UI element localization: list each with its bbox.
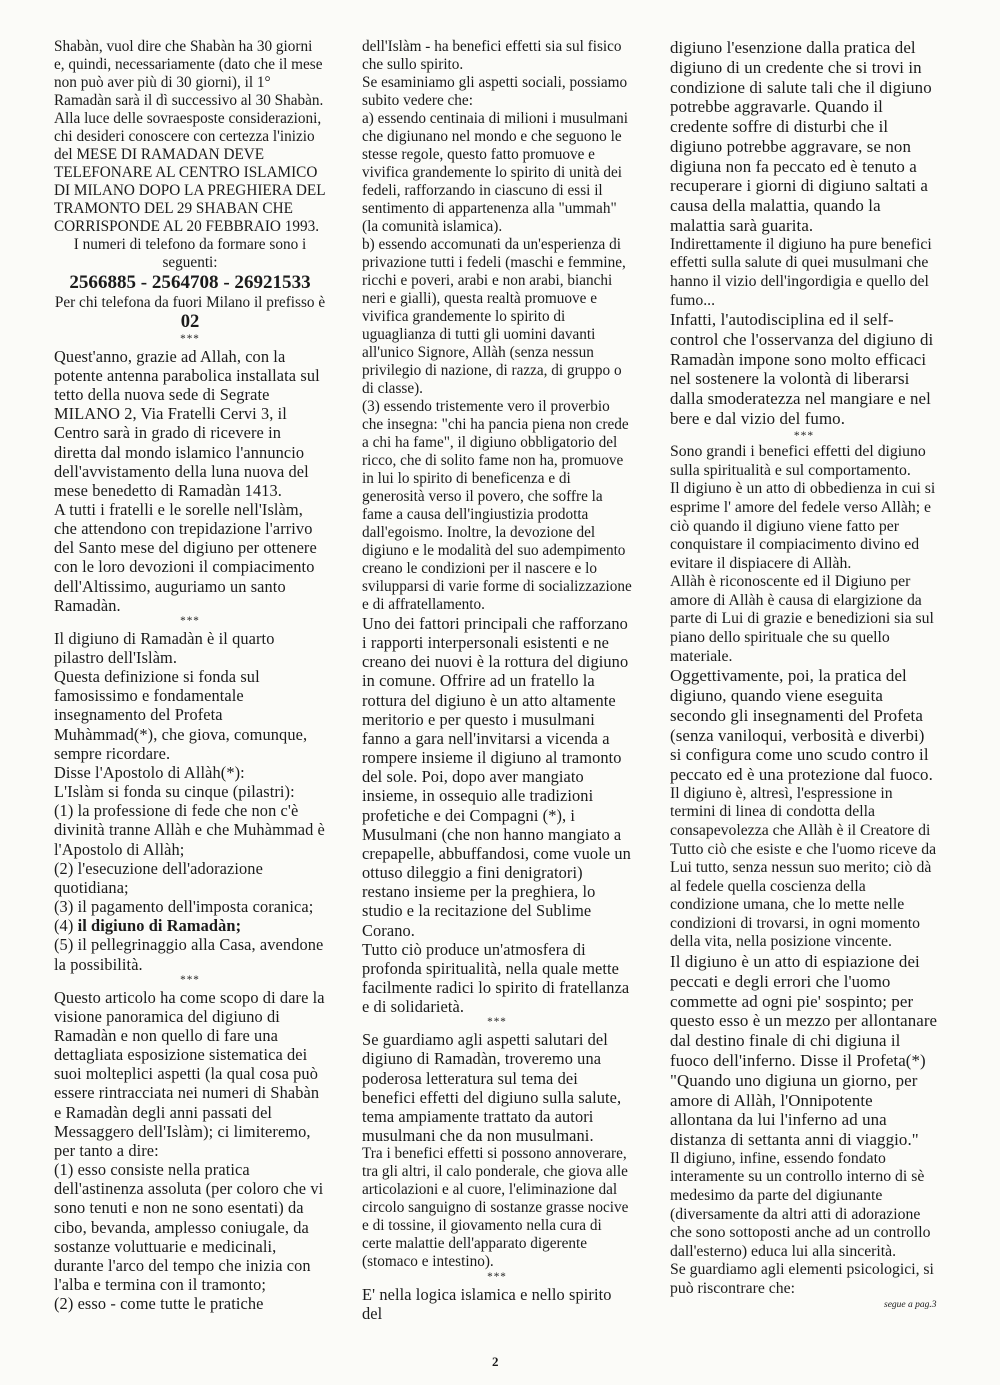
section-separator: *** xyxy=(487,1271,507,1284)
paragraph: (3) essendo tristemente vero il proverbio che insegna: "chi ha pancia piena non crede a chi ha fame", il digiuno obbligatorio del ricco, che di solito fame non ha, promuove in lui lo spirito di beneficenza e di generosità verso il povero, che soffre la fame a causa dell'ingiustizia prodotta dall'egoismo. Inoltre, la devozione del digiuno e le modalità del suo adempimento creano le condizioni per il nascere e lo svilupparsi di varie forme di socializzazione e di affratellamento. xyxy=(362,398,632,613)
section-separator: *** xyxy=(180,614,200,627)
paragraph: Tutto ciò produce un'atmosfera di profonda spiritualità, nella quale mette facilmente radici lo spirito di fratellanza e di solidarietà. xyxy=(362,939,630,1017)
list-prefix: (4) xyxy=(54,916,78,936)
column-1 xyxy=(54,38,326,1313)
paragraph: Il digiuno è un atto di espiazione dei peccati e degli errori che l'uomo commette ad ogni pie' sospinto; per questo esso è un mezzo per allontanare dal destino finale di chi digiuna il fuoco dell'inferno. Disse il Profeta(*) "Quando uno digiuna un giorno, per amore di Allàh, l'Onnipotente allontana da lui l'inferno ad una distanza di settanta anni di viaggio." xyxy=(670,952,938,1150)
paragraph: (1) la professione di fede che non c'è divinità tranne Allàh e che Muhàmmad è l'Apostolo di Allàh; xyxy=(54,801,325,859)
paragraph: Se esaminiamo gli aspetti sociali, possiamo subito vedere che: xyxy=(362,74,628,109)
paragraph: Infatti, l'autodisciplina ed il self-control che l'osservanza del digiuno di Ramadàn impone sono molto efficaci nel sostenere la volontà di liberarsi dalla smoderatezza nel mangiare e nel bere e dal vizio del fumo. xyxy=(670,310,934,429)
paragraph: digiuno l'esenzione dalla pratica del digiuno di un credente che si trovi in condizione di salute tali che il digiuno potrebbe aggravarle. Quando il credente soffre di disturbi che il digiuno potrebbe aggravare, se non digiuna non fa peccato ed è tenuto a recuperare i giorni di digiuno saltati a causa della malattia, quando la malattia sarà guarita. xyxy=(670,38,932,236)
section-separator: *** xyxy=(793,429,815,442)
paragraph: Alla luce delle sovraesposte considerazioni, chi desideri conoscere con certezza l'inizio del MESE DI RAMADAN DEVE TELEFONARE AL CENTRO ISLAMICO DI MILANO DOPO LA PREGHIERA DEL TRAMONTO DEL 29 SHABAN CHE CORRISPONDE AL 20 FEBBRAIO 1993. xyxy=(54,110,325,235)
paragraph: Questa definizione si fonda sul famosissimo e fondamentale insegnamento del Profeta Muhàmmad(*), che giova, comunque, sempre ricordare. xyxy=(54,667,308,763)
paragraph: L'Islàm si fonda su cinque (pilastri): xyxy=(54,782,295,802)
paragraph: Il digiuno è un atto di obbedienza in cui si esprime l' amore del fedele verso Allàh; e ciò quando il digiuno viene fatto per conquistare il compiacimento divino ed evitare il dispiacere di Allàh. xyxy=(670,480,936,572)
paragraph: (2) esso - come tutte le pratiche xyxy=(54,1294,264,1314)
paragraph: Sono grandi i benefici effetti del digiuno sulla spiritualità e sul comportamento. xyxy=(670,443,926,479)
paragraph: b) essendo accomunati da un'esperienza di privazione tutti i fedeli (maschi e femmine, ricchi e poveri, arabi e non arabi, bianchi neri e gialli), questa realtà promuove e vivifica grandemente lo spirito di uguaglianza di tutti gli uomini davanti all'unico Signore, Allàh (senza nessun privilegio di nazione, di razza, di gruppo o di classe). xyxy=(362,236,626,397)
page-number: 2 xyxy=(492,1354,499,1369)
paragraph: Il digiuno, infine, essendo fondato interamente su un controllo interno di sè medesimo da parte del digiunante (diversamente da altri atti di adorazione che sono sottoposti anche ad un controllo dall'esterno) educa lui alla sincerità. xyxy=(670,1149,931,1260)
paragraph: Oggettivamente, poi, la pratica del digiuno, quando viene eseguita secondo gli insegnamenti del Profeta (senza vaniloqui, verbosità e diverbi) si configura come uno scudo contro il peccato ed è una protezione dal fuoco. xyxy=(670,666,933,785)
paragraph: Se guardiamo agli aspetti salutari del digiuno di Ramadàn, troveremo una poderosa letteratura sul tema dei benefici effetti del digiuno sulla salute, tema ampiamente trattato da autori musulmani che da non musulmani. xyxy=(362,1030,622,1146)
paragraph: dell'Islàm - ha benefici effetti sia sul fisico che sullo spirito. xyxy=(362,38,622,73)
paragraph: Uno dei fattori principali che rafforzano i rapporti interpersonali esistenti e ne creano dei nuovi è la rottura del digiuno in comune. Offrire ad un fratello la rottura del digiuno è un atto altamente meritorio e per questo i musulmani fanno a gara nell'invitarsi a vicenda a rompere insieme il digiuno al tramonto del sole. Poi, dopo aver mangiato insieme, in ossequio alle tradizioni profetiche e dei Compagni (*), i Musulmani (che non hanno mangiato a crepapelle, abbuffandosi, come vuole un ottuso dileggio a fini denigratori) restano insieme per la preghiera, lo studio e la recitazione del Sublime Corano. xyxy=(362,614,631,940)
paragraph: Questo articolo ha come scopo di dare la visione panoramica del digiuno di Ramadàn e non quello di fare una dettagliata esposizione sistematica dei suoi molteplici aspetti (la qual cosa può essere rintracciata nei numeri di Shabàn e Ramadàn degli anni passati del Messaggero dell'Islàm); ci limiteremo, per tanto a dire: xyxy=(54,987,325,1160)
paragraph: a) essendo centinaia di milioni i musulmani che digiunano nel mondo e che seguono le stesse regole, questo fatto promuove e vivifica grandemente lo spirito di unità dei fedeli, rafforzando in ciascuno di essi il sentimento di appartenenza alla "ummah" (la comunità islamica). xyxy=(362,110,628,235)
paragraph xyxy=(54,916,326,935)
paragraph: Il digiuno è, altresì, l'espressione in termini di linea di condotta della consapevolezza che Allàh è il Creatore di Tutto ciò che esiste e che l'uomo riceve da Lui tutto, senza nessun suo merito; ciò dà al fedele quella coscienza della condizione umana, che lo mette nelle condizioni di trovarsi, in ogni momento della vita, nella posizione vincente. xyxy=(670,784,937,951)
column-2 xyxy=(362,38,632,1323)
paragraph: Allàh è riconoscente ed il Digiuno per amore di Allàh è causa di elargizione da parte di Lui di grazie e benedizioni sia sul piano dello spirituale che su quello materiale. xyxy=(670,573,934,665)
highlighted-pillar: il digiuno di Ramadàn; xyxy=(77,916,242,936)
continued-on-page-note: segue a pag.3 xyxy=(884,1300,937,1310)
paragraph: (3) il pagamento dell'imposta coranica; xyxy=(54,897,314,917)
phone-prefix: 02 xyxy=(180,311,200,333)
paragraph: Quest'anno, grazie ad Allah, con la potente antenna parabolica installata sul tetto della nuova sede di Segrate MILANO 2, Via Fratelli Cervi 3, il Centro sarà in grado di ricevere in diretta dal mondo islamico l'annuncio dell'avvistamento della luna nuova del mese benedetto di Ramadàn 1413. xyxy=(54,346,320,500)
section-separator: *** xyxy=(487,1016,507,1029)
paragraph: Disse l'Apostolo di Allàh(*): xyxy=(54,762,245,782)
paragraph: E' nella logica islamica e nello spirito del xyxy=(362,1285,612,1324)
column-3 xyxy=(670,38,938,1298)
paragraph: Shabàn, vuol dire che Shabàn ha 30 giorni e, quindi, necessariamente (dato che il mese non può aver più di 30 giorni), il 1° Ramadàn sarà il dì successivo al 30 Shabàn. xyxy=(54,38,324,109)
paragraph: (5) il pellegrinaggio alla Casa, avendone la possibilità. xyxy=(54,935,324,974)
paragraph: A tutti i fratelli e le sorelle nell'Islàm, che attendono con trepidazione l'arrivo del Santo mese del digiuno per ottenere con le loro devozioni il compiacimento dell'Altissimo, auguriamo un santo Ramadàn. xyxy=(54,499,317,615)
paragraph: (2) l'esecuzione dell'adorazione quotidiana; xyxy=(54,858,263,897)
paragraph: Tra i benefici effetti si possono annoverare, tra gli altri, il calo ponderale, che giova alle articolazioni e al cuore, l'eliminazione dal circolo sanguigno di sostanze grasse nocive e di tossine, il giovamento nella cura di certe malattie dell'apparato digerente (stomaco e intestino). xyxy=(362,1145,629,1271)
paragraph: Se guardiamo agli elementi psicologici, si può riscontrare che: xyxy=(670,1261,934,1297)
paragraph: Per chi telefona da fuori Milano il prefisso è xyxy=(54,294,326,312)
paragraph: I numeri di telefono da formare sono i seguenti: xyxy=(73,236,307,271)
phone-numbers: 2566885 - 2564708 - 26921533 xyxy=(69,272,311,293)
paragraph: Il digiuno di Ramadàn è il quarto pilastro dell'Islàm. xyxy=(54,628,275,668)
paragraph: Indirettamente il digiuno ha pure benefici effetti sulla salute di quei musulmani che hanno il vizio dell'ingordigia e quello del fumo... xyxy=(670,235,932,309)
section-separator: *** xyxy=(180,332,200,345)
paragraph: (1) esso consiste nella pratica dell'astinenza assoluta (per coloro che vi sono tenuti e non ne sono esentati) da cibo, bevanda, amplesso coniugale, da sostanze voluttuarie e medicinali, durante l'arco del tempo che inizia con l'alba e termina con il tramonto; xyxy=(54,1160,324,1294)
section-separator: *** xyxy=(180,973,200,986)
